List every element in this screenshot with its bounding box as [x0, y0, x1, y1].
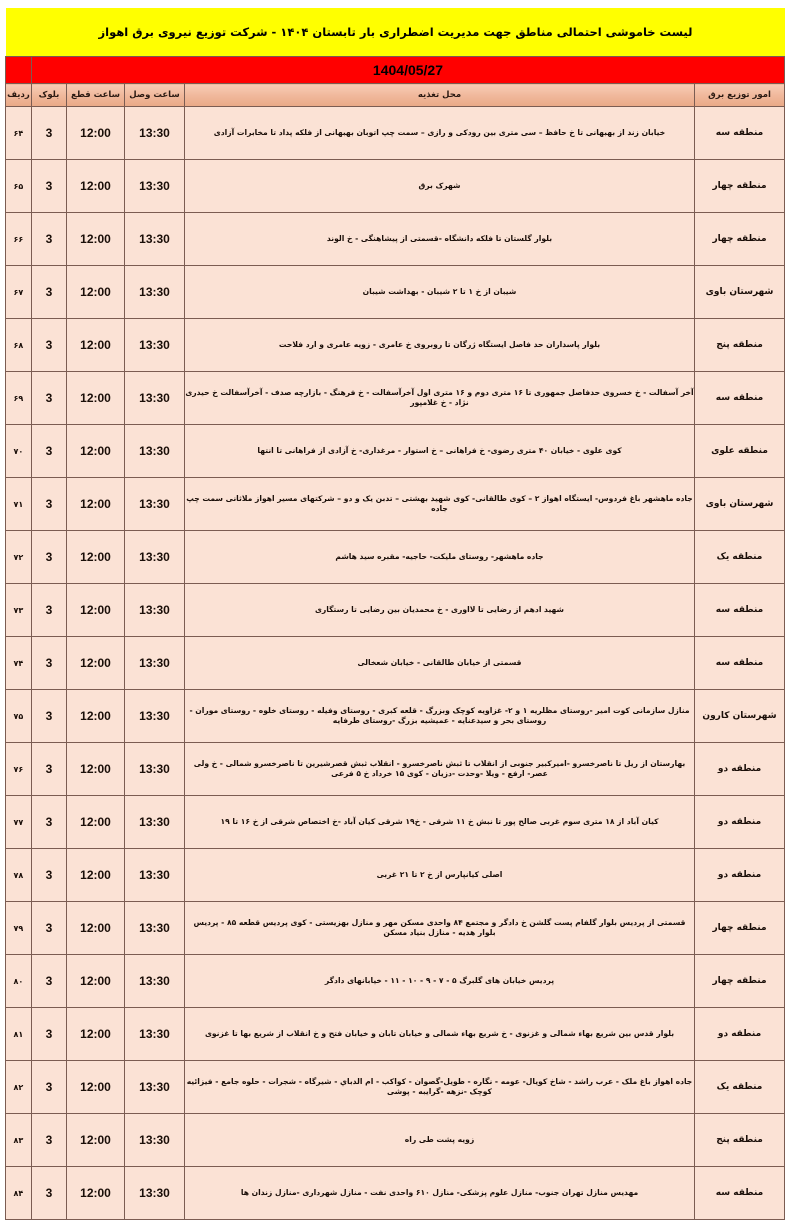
cell-radif: ۷۴ [5, 637, 31, 690]
table-row [5, 849, 784, 902]
cell-time-off: 12:00 [67, 213, 125, 266]
table-body [5, 57, 784, 1220]
cell-radif: ۷۲ [5, 531, 31, 584]
cell-radif: ۷۵ [5, 690, 31, 743]
cell-time-off: 12:00 [67, 1167, 125, 1220]
table-row [5, 107, 784, 160]
cell-time-off: 12:00 [67, 372, 125, 425]
cell-time-off: 12:00 [67, 1008, 125, 1061]
cell-block: 3 [31, 637, 66, 690]
table-row [5, 690, 784, 743]
cell-place: منازل سازمانی کوت امیر -روستای مظلریه ۱ و ۲- غزاویه کوچک وبزرگ - قلعه کبری - روستای وفیله - روستای خلوه - روستای موران - روستای بحر و سیدعنایه - عمیشیه بزرگ -روستای طرفایه [185, 690, 695, 743]
cell-time-on: 13:30 [125, 1167, 185, 1220]
date-row-spacer [5, 57, 31, 84]
cell-time-off: 12:00 [67, 425, 125, 478]
cell-time-off: 12:00 [67, 743, 125, 796]
table-row [5, 478, 784, 531]
cell-time-off: 12:00 [67, 531, 125, 584]
cell-omour: منطقه دو [695, 743, 785, 796]
cell-time-off: 12:00 [67, 690, 125, 743]
table-row [5, 266, 784, 319]
cell-block: 3 [31, 160, 66, 213]
column-header-radif: ردیف [5, 84, 31, 107]
table-row [5, 1114, 784, 1167]
cell-omour: منطقه یک [695, 1061, 785, 1114]
cell-time-on: 13:30 [125, 955, 185, 1008]
schedule-date: 1404/05/27 [31, 57, 784, 84]
cell-time-on: 13:30 [125, 107, 185, 160]
cell-omour: منطقه سه [695, 584, 785, 637]
cell-time-off: 12:00 [67, 637, 125, 690]
cell-block: 3 [31, 266, 66, 319]
cell-time-off: 12:00 [67, 902, 125, 955]
page-title: لیست خاموشی احتمالی مناطق جهت مدیریت اضطراری بار تابستان ۱۴۰۴ - شرکت توزیع نیروی برق اهواز [98, 24, 693, 39]
cell-time-on: 13:30 [125, 531, 185, 584]
cell-omour: منطقه دو [695, 1008, 785, 1061]
cell-omour: منطقه سه [695, 637, 785, 690]
table-row [5, 796, 784, 849]
cell-place: کیان آباد از ۱۸ متری سوم غربی صالح پور تا نبش خ ۱۱ شرقی - خ۱۹ شرقی کیان آباد -خ اختصاص شرقی از خ ۱۶ تا ۱۹ [185, 796, 695, 849]
table-row [5, 743, 784, 796]
cell-time-off: 12:00 [67, 1061, 125, 1114]
column-header-block: بلوک [31, 84, 66, 107]
cell-omour: منطقه چهار [695, 160, 785, 213]
cell-block: 3 [31, 478, 66, 531]
column-header-time-on: ساعت وصل [125, 84, 185, 107]
cell-omour: منطقه سه [695, 1167, 785, 1220]
cell-time-off: 12:00 [67, 160, 125, 213]
cell-block: 3 [31, 213, 66, 266]
cell-omour: شهرستان باوی [695, 266, 785, 319]
table-row [5, 213, 784, 266]
cell-radif: ۶۹ [5, 372, 31, 425]
cell-radif: ۸۲ [5, 1061, 31, 1114]
cell-block: 3 [31, 955, 66, 1008]
cell-place: پردیس خیابان های گلبرگ ۵ - ۷ - ۹ - ۱۰ - ۱۱ - خیابانهای دادگر [185, 955, 695, 1008]
cell-time-off: 12:00 [67, 107, 125, 160]
column-header-time-off: ساعت قطع [67, 84, 125, 107]
column-header-place: محل تغذیه [185, 84, 695, 107]
table-row [5, 531, 784, 584]
cell-radif: ۸۰ [5, 955, 31, 1008]
cell-time-on: 13:30 [125, 690, 185, 743]
cell-radif: ۷۱ [5, 478, 31, 531]
title-banner [6, 8, 785, 56]
cell-place: زویه پشت طی راه [185, 1114, 695, 1167]
table-row [5, 160, 784, 213]
cell-time-on: 13:30 [125, 478, 185, 531]
cell-omour: منطقه پنج [695, 1114, 785, 1167]
cell-block: 3 [31, 1061, 66, 1114]
cell-time-on: 13:30 [125, 796, 185, 849]
table-row [5, 584, 784, 637]
cell-place: شیبان از خ ۱ تا ۲ شیبان - بهداشت شیبان [185, 266, 695, 319]
cell-place: آخر آسفالت - خ خسروی حدفاصل جمهوری تا ۱۶ متری دوم و ۱۶ متری اول آخرآسفالت - خ فرهنگ - بازارچه صدف - آخرآسفالت خ حیدری نژاد - خ غلامپور [185, 372, 695, 425]
cell-radif: ۷۶ [5, 743, 31, 796]
cell-omour: منطقه دو [695, 849, 785, 902]
cell-time-on: 13:30 [125, 160, 185, 213]
table-row [5, 1061, 784, 1114]
cell-radif: ۷۷ [5, 796, 31, 849]
cell-time-on: 13:30 [125, 849, 185, 902]
cell-radif: ۸۳ [5, 1114, 31, 1167]
cell-place: بلوار گلستان تا فلکه دانشگاه -قسمتی از پیشاهنگی - خ الوند [185, 213, 695, 266]
cell-block: 3 [31, 319, 66, 372]
cell-block: 3 [31, 1008, 66, 1061]
column-header-row [5, 84, 784, 107]
cell-time-on: 13:30 [125, 266, 185, 319]
cell-time-off: 12:00 [67, 1114, 125, 1167]
cell-block: 3 [31, 796, 66, 849]
cell-block: 3 [31, 849, 66, 902]
cell-radif: ۸۴ [5, 1167, 31, 1220]
cell-omour: شهرستان باوی [695, 478, 785, 531]
cell-time-off: 12:00 [67, 319, 125, 372]
cell-block: 3 [31, 372, 66, 425]
cell-time-off: 12:00 [67, 796, 125, 849]
cell-place: بهارستان از ریل تا ناصرخسرو -امیرکبیر جنوبی از انقلاب تا ثبش ناصرخسرو - انقلاب ثبش قصرشیرین تا ناصرخسرو شمالی - خ ولی عصر- ارفع - ویلا -وحدت -دزیان - کوی ۱۵ خرداد خ ۵ فرعی [185, 743, 695, 796]
cell-time-off: 12:00 [67, 478, 125, 531]
table-row [5, 319, 784, 372]
cell-place: مهدیس منازل تهران جنوب- منازل علوم پزشکی- منازل ۶۱۰ واحدی نفت - منازل شهرداری -منازل زندان ها [185, 1167, 695, 1220]
cell-block: 3 [31, 1114, 66, 1167]
cell-omour: منطقه علوی [695, 425, 785, 478]
cell-omour: منطقه سه [695, 372, 785, 425]
cell-place: کوی علوی - خیابان ۴۰ متری رضوی- خ فراهانی – خ استوار - مرغداری- خ آزادی از فراهانی تا انتها [185, 425, 695, 478]
cell-radif: ۷۹ [5, 902, 31, 955]
cell-time-off: 12:00 [67, 266, 125, 319]
cell-time-off: 12:00 [67, 584, 125, 637]
cell-time-on: 13:30 [125, 1008, 185, 1061]
cell-place: جاده ماهشهر باغ فردوس- ایستگاه اهواز ۲ – کوی طالقانی- کوی شهید بهشتی – تدبن یک و دو – شرکتهای مسیر اهواز ملاثانی سمت چپ جاده [185, 478, 695, 531]
cell-omour: منطقه چهار [695, 213, 785, 266]
cell-radif: ۶۴ [5, 107, 31, 160]
cell-place: جاده اهواز باغ ملک - عرب راشد - شاخ کویال- عومه - نگاره - طویل-گصوان - کواکب - ام الدباي - شیرگاه - شجرات - حلوه جامع - فیزائیه کوچک -نزهه -گرایبه - پوشی [185, 1061, 695, 1114]
table-row [5, 1008, 784, 1061]
cell-time-on: 13:30 [125, 372, 185, 425]
cell-omour: منطقه چهار [695, 955, 785, 1008]
cell-omour: منطقه دو [695, 796, 785, 849]
cell-radif: ۶۸ [5, 319, 31, 372]
cell-block: 3 [31, 531, 66, 584]
cell-omour: منطقه سه [695, 107, 785, 160]
table-row [5, 372, 784, 425]
cell-time-on: 13:30 [125, 213, 185, 266]
cell-place: بلوار قدس بین شریع بهاء شمالی و غزنوی - خ شریع بهاء شمالی و خیابان تابان و خیابان فتح و خ انقلاب از شریع بها تا غزنوی [185, 1008, 695, 1061]
cell-time-on: 13:30 [125, 1114, 185, 1167]
cell-time-on: 13:30 [125, 425, 185, 478]
column-header-omour: امور توزیع برق [695, 84, 785, 107]
cell-omour: منطقه چهار [695, 902, 785, 955]
cell-block: 3 [31, 902, 66, 955]
cell-place: شهرک برق [185, 160, 695, 213]
cell-time-on: 13:30 [125, 902, 185, 955]
cell-block: 3 [31, 690, 66, 743]
table-row [5, 425, 784, 478]
cell-place: جاده ماهشهر- روستای ملیکت- حاجیه- مقبره سید هاشم [185, 531, 695, 584]
cell-radif: ۷۰ [5, 425, 31, 478]
cell-place: قسمتی از پردیس بلوار گلفام پست گلشن خ دادگر و مجتمع ۸۴ واحدی مسکن مهر و منازل بهزیستی - کوی پردیس قطعه ۸۵ - پردیس بلوار هدیه - منازل بنیاد مسکن [185, 902, 695, 955]
cell-block: 3 [31, 743, 66, 796]
table-row [5, 1167, 784, 1220]
cell-omour: منطقه یک [695, 531, 785, 584]
cell-radif: ۶۶ [5, 213, 31, 266]
cell-time-on: 13:30 [125, 584, 185, 637]
cell-radif: ۶۵ [5, 160, 31, 213]
cell-block: 3 [31, 425, 66, 478]
cell-radif: ۷۸ [5, 849, 31, 902]
cell-place: خیابان زند از بهبهانی تا خ حافظ – سی متری بین رودکی و رازی – سمت چپ اتوبان بهبهانی از فلکه پداد تا مخابرات آزادی [185, 107, 695, 160]
cell-time-on: 13:30 [125, 637, 185, 690]
table-row [5, 902, 784, 955]
outage-table [5, 56, 785, 1220]
cell-time-on: 13:30 [125, 743, 185, 796]
cell-omour: شهرستان کارون [695, 690, 785, 743]
cell-block: 3 [31, 1167, 66, 1220]
cell-block: 3 [31, 584, 66, 637]
cell-time-on: 13:30 [125, 1061, 185, 1114]
cell-time-on: 13:30 [125, 319, 185, 372]
table-row [5, 637, 784, 690]
cell-time-off: 12:00 [67, 955, 125, 1008]
cell-time-off: 12:00 [67, 849, 125, 902]
cell-radif: ۷۳ [5, 584, 31, 637]
cell-omour: منطقه پنج [695, 319, 785, 372]
cell-place: شهید ادهم از رضایی تا لااوری - خ محمدیان بین رضایی تا رستگاری [185, 584, 695, 637]
cell-place: بلوار پاسداران حد فاصل ایستگاه ژرگان تا روبروی خ عامری - زویه عامری و ارد فلاحت [185, 319, 695, 372]
date-row [5, 57, 784, 84]
cell-place: قسمتی از خیابان طالقانی - خیابان شعخالی [185, 637, 695, 690]
cell-place: اصلی کیانپارس از خ ۲ تا ۲۱ غربی [185, 849, 695, 902]
cell-radif: ۶۷ [5, 266, 31, 319]
cell-block: 3 [31, 107, 66, 160]
table-row [5, 955, 784, 1008]
cell-radif: ۸۱ [5, 1008, 31, 1061]
